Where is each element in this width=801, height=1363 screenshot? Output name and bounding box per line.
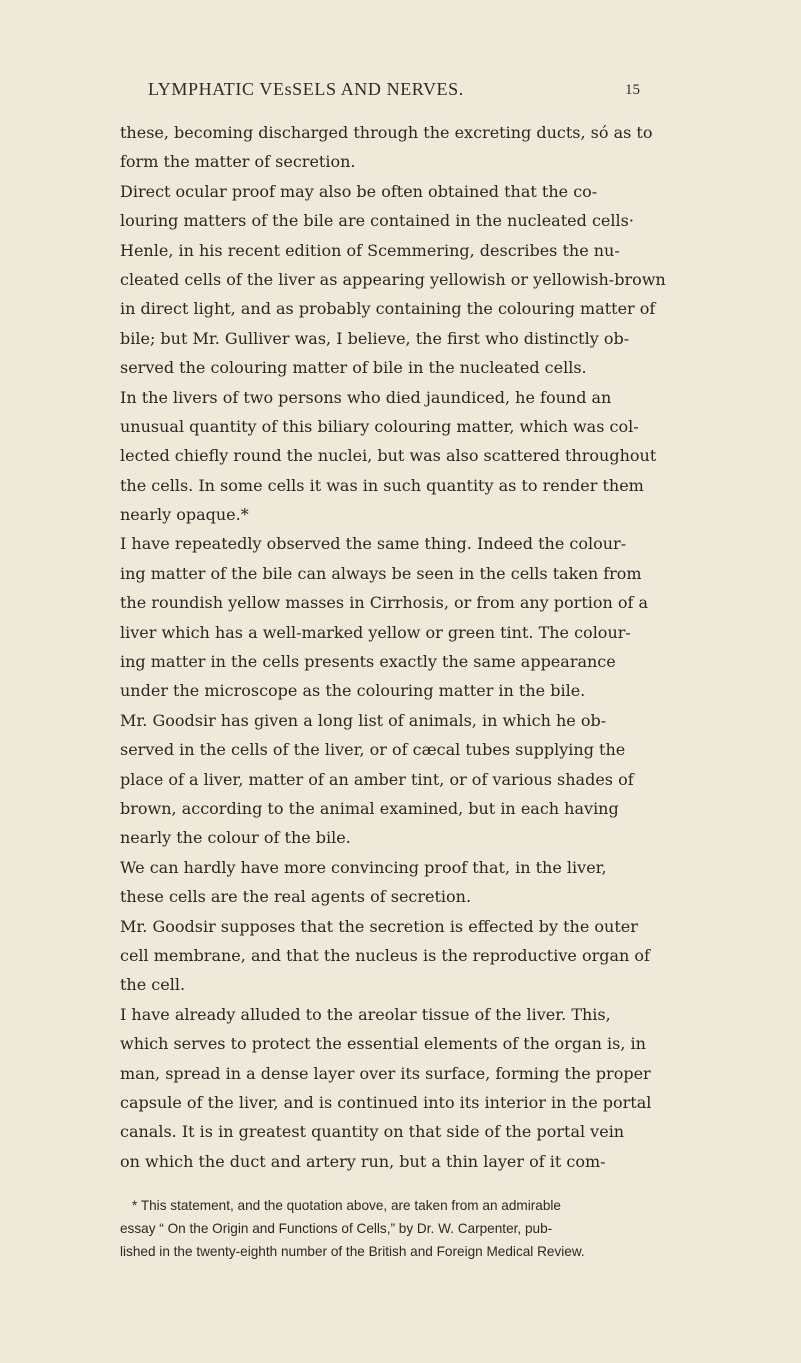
- text-line: bile; but Mr. Gulliver was, I believe, the first who distinctly ob-: [120, 328, 630, 348]
- text-line: nearly opaque.*: [120, 505, 249, 525]
- text-line: ing matter in the cells presents exactly the same appearance: [120, 652, 616, 672]
- text-line: unusual quantity of this biliary colouring matter, which was col-: [120, 416, 639, 436]
- footnote-line: * This statement, and the quotation above, are taken from an admirable: [132, 1198, 561, 1213]
- text-line: Mr. Goodsir has given a long list of animals, in which he ob-: [120, 710, 607, 730]
- text-line: in direct light, and as probably containing the colouring matter of: [120, 299, 656, 319]
- text-line: served the colouring matter of bile in the nucleated cells.: [120, 358, 587, 378]
- text-line: lected chiefly round the nuclei, but was also scattered throughout: [120, 446, 657, 466]
- text-line: Mr. Goodsir supposes that the secretion is effected by the outer: [120, 916, 638, 936]
- running-head-title: LYMPHATIC VEsSELS AND NERVES.: [148, 79, 464, 99]
- text-line: man, spread in a dense layer over its surface, forming the proper: [120, 1063, 651, 1083]
- text-line: capsule of the liver, and is continued into its interior in the portal: [120, 1092, 652, 1112]
- text-line: place of a liver, matter of an amber tint, or of various shades of: [120, 769, 634, 789]
- text-line: I have already alluded to the areolar tissue of the liver. This,: [120, 1004, 611, 1024]
- text-line: liver which has a well-marked yellow or green tint. The colour-: [120, 622, 631, 642]
- text-line: under the microscope as the colouring matter in the bile.: [120, 681, 586, 701]
- text-line: form the matter of secretion.: [120, 152, 356, 172]
- body-text: [120, 118, 666, 1176]
- text-line: on which the duct and artery run, but a thin layer of it com-: [120, 1151, 606, 1171]
- text-line: nearly the colour of the bile.: [120, 828, 351, 848]
- footnote-line: essay “ On the Origin and Functions of Cells,” by Dr. W. Carpenter, pub-: [120, 1221, 553, 1236]
- page-number: 15: [625, 82, 640, 98]
- text-line: which serves to protect the essential elements of the organ is, in: [120, 1034, 646, 1054]
- text-line: ing matter of the bile can always be seen in the cells taken from: [120, 563, 642, 583]
- text-line: cleated cells of the liver as appearing yellowish or yellowish-brown: [120, 269, 666, 289]
- footnote-line: lished in the twenty-eighth number of the British and Foreign Medical Review.: [120, 1244, 585, 1259]
- text-line: I have repeatedly observed the same thing. Indeed the colour-: [120, 534, 627, 554]
- text-line: these, becoming discharged through the excreting ducts, só as to: [120, 123, 653, 142]
- text-line: We can hardly have more convincing proof that, in the liver,: [120, 857, 607, 877]
- text-line: cell membrane, and that the nucleus is the reproductive organ of: [120, 945, 650, 965]
- text-line: brown, according to the animal examined, but in each having: [120, 798, 619, 818]
- text-line: the roundish yellow masses in Cirrhosis, or from any portion of a: [120, 593, 649, 613]
- text-line: the cells. In some cells it was in such quantity as to render them: [120, 475, 644, 495]
- text-line: canals. It is in greatest quantity on that side of the portal vein: [120, 1122, 625, 1142]
- footnote: [120, 1194, 640, 1263]
- text-line: In the livers of two persons who died jaundiced, he found an: [120, 387, 612, 407]
- text-line: these cells are the real agents of secretion.: [120, 887, 472, 907]
- text-line: the cell.: [120, 975, 186, 995]
- text-line: served in the cells of the liver, or of cæcal tubes supplying the: [120, 740, 626, 760]
- text-line: louring matters of the bile are contained in the nucleated cells·: [120, 211, 634, 231]
- text-line: Direct ocular proof may also be often obtained that the co-: [120, 181, 598, 201]
- text-line: Henle, in his recent edition of Scemmering, describes the nu-: [120, 240, 620, 260]
